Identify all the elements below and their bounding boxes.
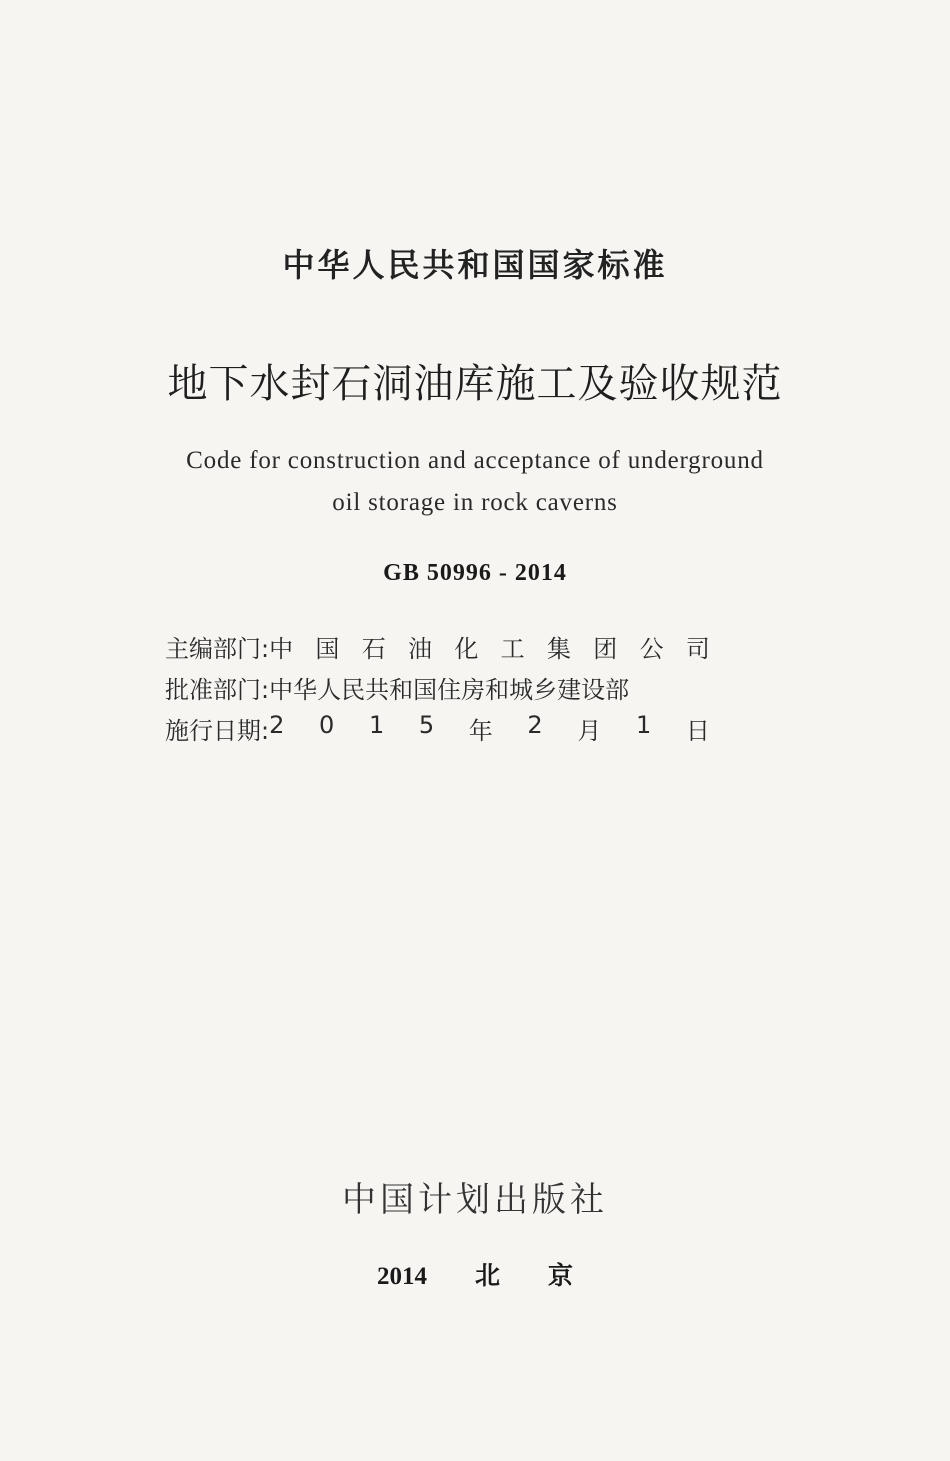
publication-place-year <box>0 1256 950 1292</box>
editor-char: 司 <box>685 635 710 663</box>
date-char: 1 <box>635 711 652 739</box>
editor-char: 公 <box>639 635 664 663</box>
editor-value <box>269 629 710 664</box>
publication-year: 2014 <box>376 1263 427 1290</box>
effective-date-value <box>269 711 710 746</box>
editor-char: 中 <box>269 635 294 663</box>
date-char: 2 <box>527 711 543 739</box>
publication-city-char: 北 <box>474 1263 500 1290</box>
publication-city-char: 京 <box>548 1263 574 1290</box>
editor-char: 化 <box>454 635 479 663</box>
date-char: 5 <box>418 711 435 739</box>
editor-char: 国 <box>315 635 340 663</box>
editor-char: 工 <box>500 635 525 663</box>
title-chinese: 地下水封石洞油库施工及验收规范 <box>167 361 783 407</box>
title-english-line-2: oil storage in rock caverns <box>332 489 618 516</box>
editor-label: 主编部门: <box>165 635 270 663</box>
date-char: 月 <box>577 717 602 745</box>
date-char: 日 <box>685 717 710 745</box>
title-english-line-1: Code for construction and acceptance of underground <box>186 447 764 474</box>
editor-char: 集 <box>546 635 571 663</box>
national-standard-heading: 中华人民共和国国家标准 <box>282 246 668 284</box>
standard-number: GB 50996 - 2014 <box>383 560 567 586</box>
approver-label: 批准部门: <box>165 676 270 704</box>
approver-value: 中华人民共和国住房和城乡建设部 <box>269 676 630 704</box>
editor-row <box>165 626 710 667</box>
date-char: 0 <box>319 711 335 739</box>
date-char: 1 <box>368 711 385 739</box>
editor-char: 团 <box>593 635 618 663</box>
date-char: 年 <box>468 717 493 745</box>
editor-char: 石 <box>361 635 386 663</box>
effective-date-label: 施行日期: <box>165 717 270 745</box>
approver-row <box>165 667 710 708</box>
editor-char: 油 <box>408 635 433 663</box>
title-english <box>0 440 950 524</box>
effective-date-row <box>165 708 710 749</box>
publisher-name: 中国计划出版社 <box>342 1180 608 1220</box>
date-char: 2 <box>269 711 285 739</box>
meta-block <box>165 626 710 749</box>
